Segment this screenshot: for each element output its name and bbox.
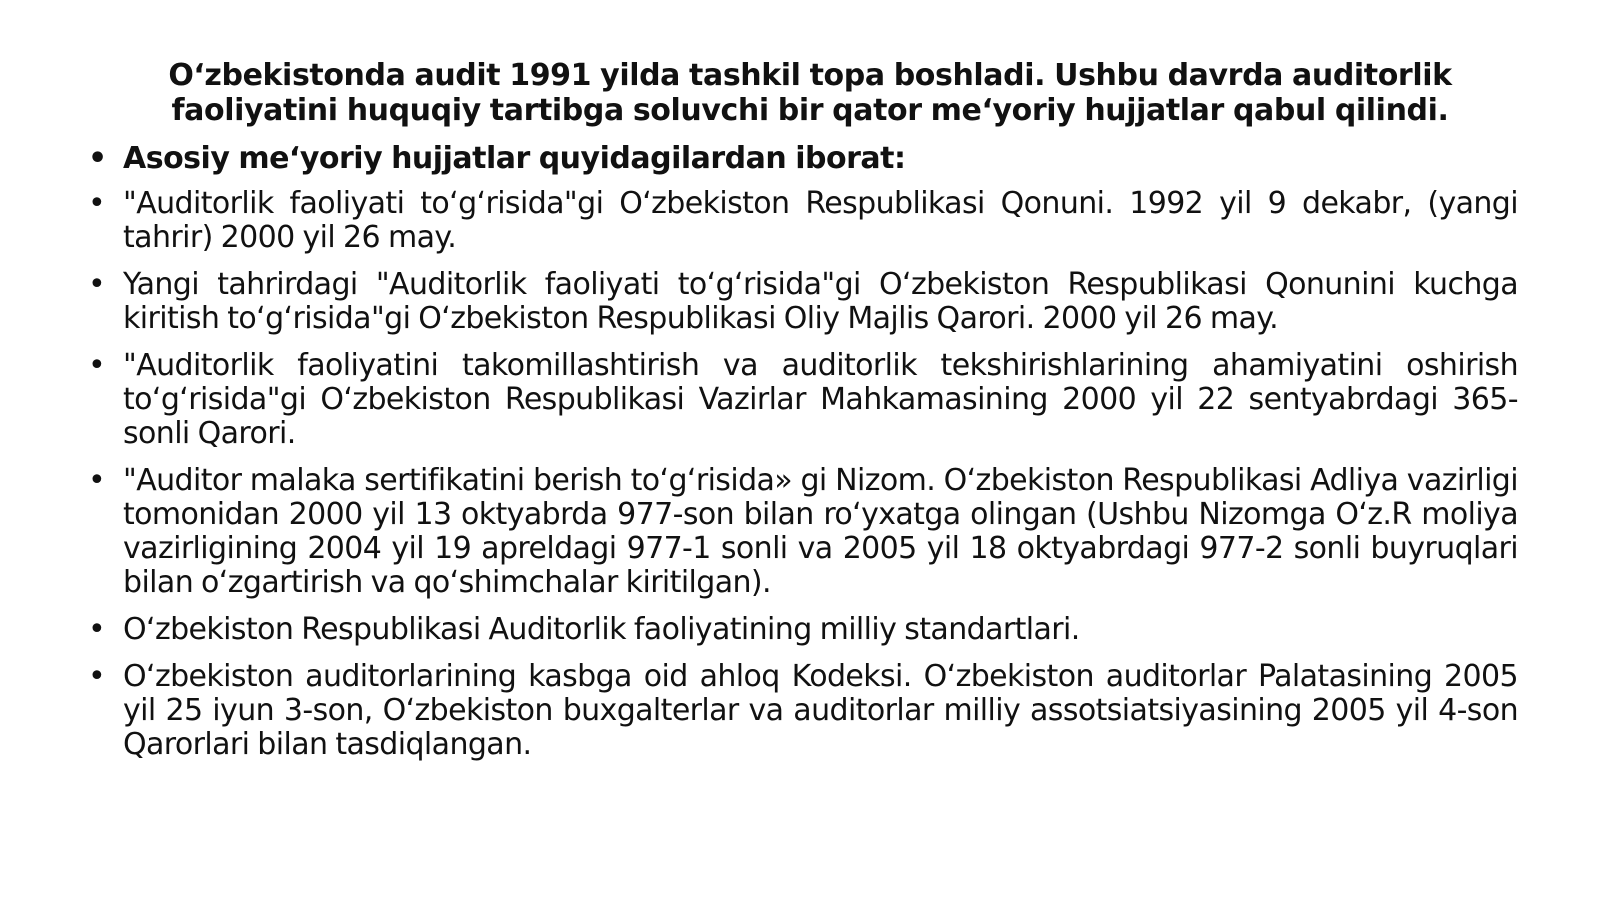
list-item [88, 187, 1518, 255]
list-item-text: "Auditorlik faoliyati toʻgʻrisida"gi Oʻzbekiston Respublikasi Qonuni. 1992 yil 9 dekabr, (yangi tahrir) 2000 yil 26 may. [123, 186, 1518, 255]
list-item-text: Oʻzbekiston auditorlarining kasbga oid ahloq Kodeksi. Oʻzbekiston auditorlar Palatasining 2005 yil 25 iyun 3-son, Oʻzbekiston buxgalterlar va auditorlar milliy assotsiatsiyasining 2005 yil 4-son Qarorlari bilan tasdiqlangan. [123, 659, 1518, 762]
bullet-icon: • [88, 186, 106, 221]
bullet-icon: • [88, 141, 107, 176]
bullet-icon: • [88, 659, 106, 694]
bullet-icon: • [88, 267, 106, 302]
list-item [88, 613, 1518, 647]
bullet-icon: • [88, 348, 106, 383]
bullet-icon: • [88, 463, 106, 498]
list-item [88, 268, 1518, 336]
list-item-text: Yangi tahrirdagi "Auditorlik faoliyati toʻgʻrisida"gi Oʻzbekiston Respublikasi Qonunini kuchga kiritish toʻgʻrisida"gi Oʻzbekiston Respublikasi Oliy Majlis Qarori. 2000 yil 26 may. [123, 267, 1518, 336]
list-item [88, 464, 1518, 600]
bullet-icon: • [88, 612, 106, 647]
list-item-text: Asosiy meʻyoriy hujjatlar quyidagilardan iborat: [123, 141, 906, 176]
slide-heading: Oʻzbekistonda audit 1991 yilda tashkil topa boshladi. Ushbu davrda auditorlik faoliyatini huquqiy tartibga soluvchi bir qator meʻyoriy hujjatlar qabul qilindi. [168, 58, 1452, 128]
list-item [88, 660, 1518, 762]
regulation-list [88, 142, 1518, 775]
list-item [88, 142, 1518, 176]
list-item-text: "Auditor malaka sertifikatini berish toʻgʻrisida» gi Nizom. Oʻzbekiston Respublikasi Adliya vazirligi tomonidan 2000 yil 13 oktyabrda 977-son bilan roʻyxatga olingan (Ushbu Nizomga Oʻz.R moliya vazirligining 2004 yil 19 apreldagi 977-1 sonli va 2005 yil 18 oktyabrdagi 977-2 sonli buyruqlari bilan oʻzgartirish va qoʻshimchalar kiritilgan). [123, 463, 1518, 600]
list-item-text: Oʻzbekiston Respublikasi Auditorlik faoliyatining milliy standartlari. [123, 612, 1080, 647]
list-item [88, 349, 1518, 451]
list-item-text: "Auditorlik faoliyatini takomillashtirish va auditorlik tekshirishlarining ahamiyatini oshirish toʻgʻrisida"gi Oʻzbekiston Respublikasi Vazirlar Mahkamasining 2000 yil 22 sentyabrdagi 365- sonli Qarori. [123, 348, 1518, 451]
